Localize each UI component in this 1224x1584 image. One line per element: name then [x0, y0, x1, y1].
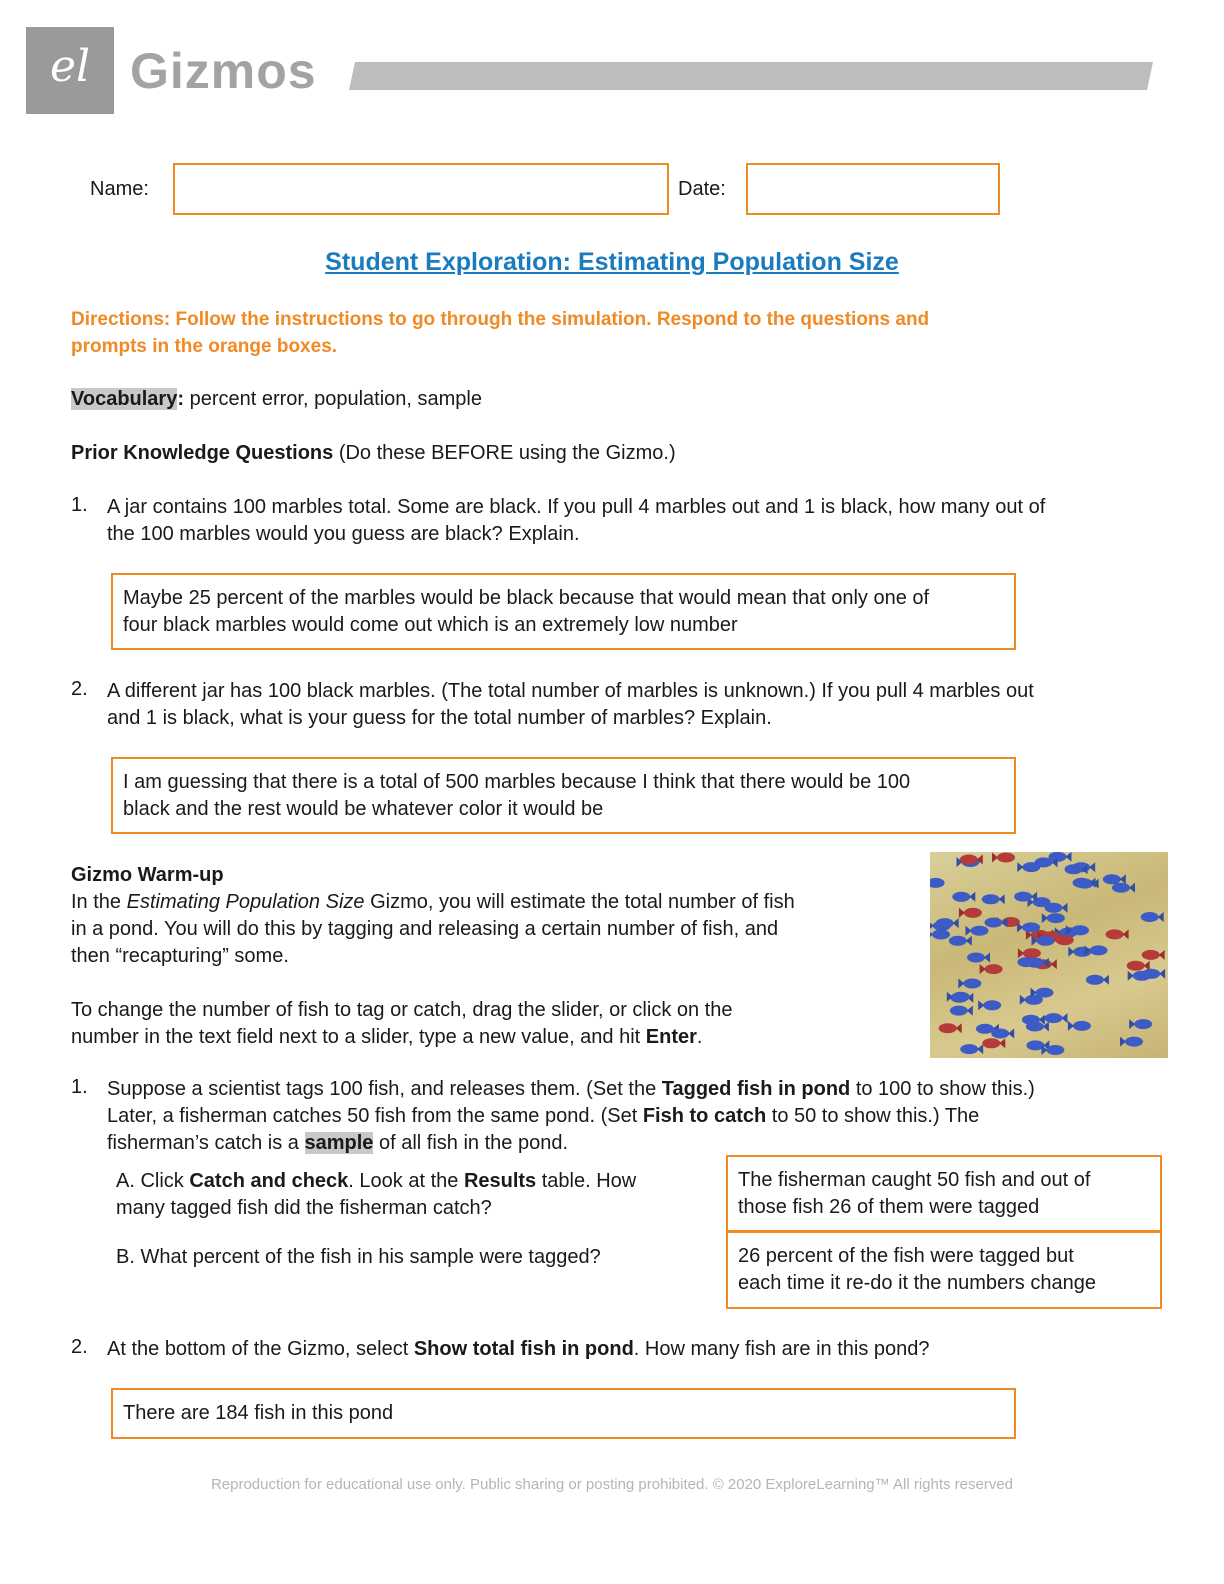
untagged-fish [982, 894, 1005, 904]
tagged-fish [982, 1038, 1005, 1048]
w1b-answer-line-1: 26 percent of the fish were tagged but [738, 1245, 1074, 1267]
warmup-p2-a: number in the text field next to a slider, type a new value, and hit [71, 1026, 646, 1048]
vocabulary-label: Vocabulary [71, 388, 178, 410]
untagged-fish [1068, 1021, 1091, 1031]
answer-box-2[interactable] [111, 757, 1016, 834]
vocabulary [71, 386, 482, 413]
answer-2-line-1: I am guessing that there is a total of 500 marbles because I think that there would be 100 [123, 771, 911, 793]
w1-line-2 [107, 1103, 1187, 1130]
answer-box-w2[interactable] [111, 1388, 1016, 1439]
tagged-fish [960, 855, 983, 865]
answer-box-1[interactable] [111, 573, 1016, 650]
warmup-p2-end: . [696, 1026, 703, 1048]
w2-la: At the bottom of the Gizmo, select [107, 1338, 414, 1360]
w1-line-1 [107, 1076, 1187, 1103]
question-1-text [107, 494, 1167, 548]
tagged-fish [1127, 961, 1150, 971]
answer-1-line-2: four black marbles would come out which is an extremely low number [123, 614, 738, 636]
name-field[interactable] [173, 163, 669, 215]
w1-l1c: to 100 to show this.) [850, 1078, 1035, 1100]
untagged-fish [960, 1044, 983, 1054]
w1-part-a-question [116, 1168, 716, 1222]
gizmo-name: Estimating Population Size [126, 891, 365, 913]
w1-l1a: Suppose a scientist tags 100 fish, and releases them. (Set the [107, 1078, 662, 1100]
warmup-question-2-number: 2. [71, 1336, 88, 1358]
w2-lc: . How many fish are in this pond? [633, 1338, 930, 1360]
w1-a-line-1 [116, 1168, 716, 1195]
tagged-fish [939, 1023, 962, 1033]
page-title: Student Exploration: Estimating Population Size [325, 248, 899, 276]
untagged-fish [1086, 975, 1109, 985]
w1-l3a: fisherman’s catch is a [107, 1132, 305, 1154]
tagged-fish-term: Tagged fish in pond [661, 1078, 851, 1100]
tagged-fish [992, 853, 1015, 863]
untagged-fish [991, 1029, 1014, 1039]
vocabulary-terms: percent error, population, sample [184, 388, 482, 410]
catch-and-check-term: Catch and check [189, 1170, 349, 1192]
date-label: Date: [678, 178, 726, 200]
answer-box-w1a[interactable] [726, 1155, 1162, 1232]
prior-knowledge-heading [71, 440, 676, 467]
spacer [71, 970, 871, 997]
w1-a-l1a: A. Click [116, 1170, 190, 1192]
w1a-answer-line-1: The fisherman caught 50 fish and out of [738, 1169, 1091, 1191]
tagged-fish [1018, 948, 1041, 958]
untagged-fish [1026, 1022, 1049, 1032]
warmup-p1-line-1 [71, 889, 871, 916]
warmup-question-1-number: 1. [71, 1076, 88, 1098]
warmup-p2-line-1: To change the number of fish to tag or catch, drag the slider, or click on the [71, 999, 733, 1021]
warmup-p1-line-3: then “recapturing” some. [71, 945, 289, 967]
tagged-fish [980, 964, 1003, 974]
untagged-fish [930, 921, 951, 931]
w1b-answer-line-2: each time it re-do it the numbers change [738, 1272, 1096, 1294]
explorelearning-logo [26, 27, 114, 114]
tagged-fish [1142, 950, 1165, 960]
untagged-fish [947, 992, 970, 1002]
question-2-line-1: A different jar has 100 black marbles. (The total number of marbles is unknown.) If you pull 4 marbles out [107, 680, 1034, 702]
warmup-p1-b: Gizmo, you will estimate the total number of fish [364, 891, 795, 913]
enter-key-text: Enter [645, 1026, 697, 1048]
untagged-fish [1112, 883, 1135, 893]
untagged-fish [958, 979, 981, 989]
untagged-fish [1049, 852, 1072, 862]
question-2-number: 2. [71, 678, 88, 700]
w1-a-line-2: many tagged fish did the fisherman catch? [116, 1197, 492, 1219]
tagged-fish [959, 908, 982, 918]
untagged-fish [952, 892, 975, 902]
fish-to-catch-term: Fish to catch [642, 1105, 767, 1127]
untagged-fish [1142, 969, 1165, 979]
untagged-fish [1141, 912, 1164, 922]
prior-heading: Prior Knowledge Questions [71, 442, 334, 464]
w1-line-3 [107, 1130, 1187, 1157]
logo-glyph: el [49, 41, 91, 92]
warmup-section [71, 862, 871, 1051]
w1-l2a: Later, a fisherman catches 50 fish from the same pond. (Set [107, 1105, 643, 1127]
vocabulary-colon: : [177, 388, 185, 410]
prior-note: (Do these BEFORE using the Gizmo.) [333, 442, 676, 464]
header-bar [349, 62, 1153, 90]
untagged-fish [949, 936, 972, 946]
untagged-fish [1045, 1013, 1068, 1023]
question-1-line-2: the 100 marbles would you guess are black? Explain. [107, 523, 580, 545]
untagged-fish [1017, 862, 1040, 872]
footer-copyright: Reproduction for educational use only. Public sharing or posting prohibited. © 2020 ExploreLearning™ All rights reserved [210, 1476, 1014, 1493]
w1-l3c: of all fish in the pond. [373, 1132, 569, 1154]
results-term: Results [463, 1170, 537, 1192]
untagged-fish [978, 1000, 1001, 1010]
untagged-fish [1120, 1037, 1143, 1047]
untagged-fish [1042, 913, 1065, 923]
untagged-fish [930, 930, 950, 940]
untagged-fish [950, 1006, 973, 1016]
tagged-fish [1106, 929, 1129, 939]
warmup-p1-line-2: in a pond. You will do this by tagging and releasing a certain number of fish, and [71, 918, 779, 940]
untagged-fish [966, 926, 989, 936]
warmup-heading: Gizmo Warm-up [71, 864, 224, 886]
directions-line-2: prompts in the orange boxes. [71, 336, 338, 357]
w1-a-l1c: . Look at the [348, 1170, 464, 1192]
answer-box-w1b[interactable] [726, 1231, 1162, 1309]
untagged-fish [930, 878, 945, 888]
untagged-fish [967, 953, 990, 963]
brand-name: Gizmos [130, 43, 317, 99]
untagged-fish [1129, 1019, 1152, 1029]
untagged-fish [1045, 903, 1068, 913]
question-1-number: 1. [71, 494, 88, 516]
sample-term: sample [304, 1132, 374, 1154]
w1-l2c: to 50 to show this.) The [766, 1105, 980, 1127]
show-total-fish-term: Show total fish in pond [413, 1338, 634, 1360]
fish-illustration [930, 852, 1168, 1058]
untagged-fish [1017, 922, 1040, 932]
question-2-text [107, 678, 1167, 732]
w1-part-b-question: B. What percent of the fish in his sample were tagged? [116, 1246, 601, 1268]
w2-answer: There are 184 fish in this pond [123, 1402, 394, 1424]
pond-fish-image [930, 852, 1168, 1058]
warmup-p2-line-2 [71, 1024, 871, 1051]
directions [71, 306, 1131, 360]
w1-a-l1e: table. How [536, 1170, 637, 1192]
question-1-line-1: A jar contains 100 marbles total. Some are black. If you pull 4 marbles out and 1 is black, how many out of [107, 496, 1046, 518]
answer-1-line-1: Maybe 25 percent of the marbles would be black because that would mean that only one of [123, 587, 930, 609]
warmup-question-1-text [107, 1076, 1187, 1157]
name-label: Name: [90, 178, 149, 200]
directions-line-1: Directions: Follow the instructions to go through the simulation. Respond to the questions and [71, 309, 930, 330]
answer-2-line-2: black and the rest would be whatever color it would be [123, 798, 604, 820]
warmup-question-2-text [107, 1336, 1167, 1363]
w1a-answer-line-2: those fish 26 of them were tagged [738, 1196, 1040, 1218]
question-2-line-2: and 1 is black, what is your guess for the total number of marbles? Explain. [107, 707, 772, 729]
warmup-p1-a: In the [71, 891, 127, 913]
date-field[interactable] [746, 163, 1000, 215]
